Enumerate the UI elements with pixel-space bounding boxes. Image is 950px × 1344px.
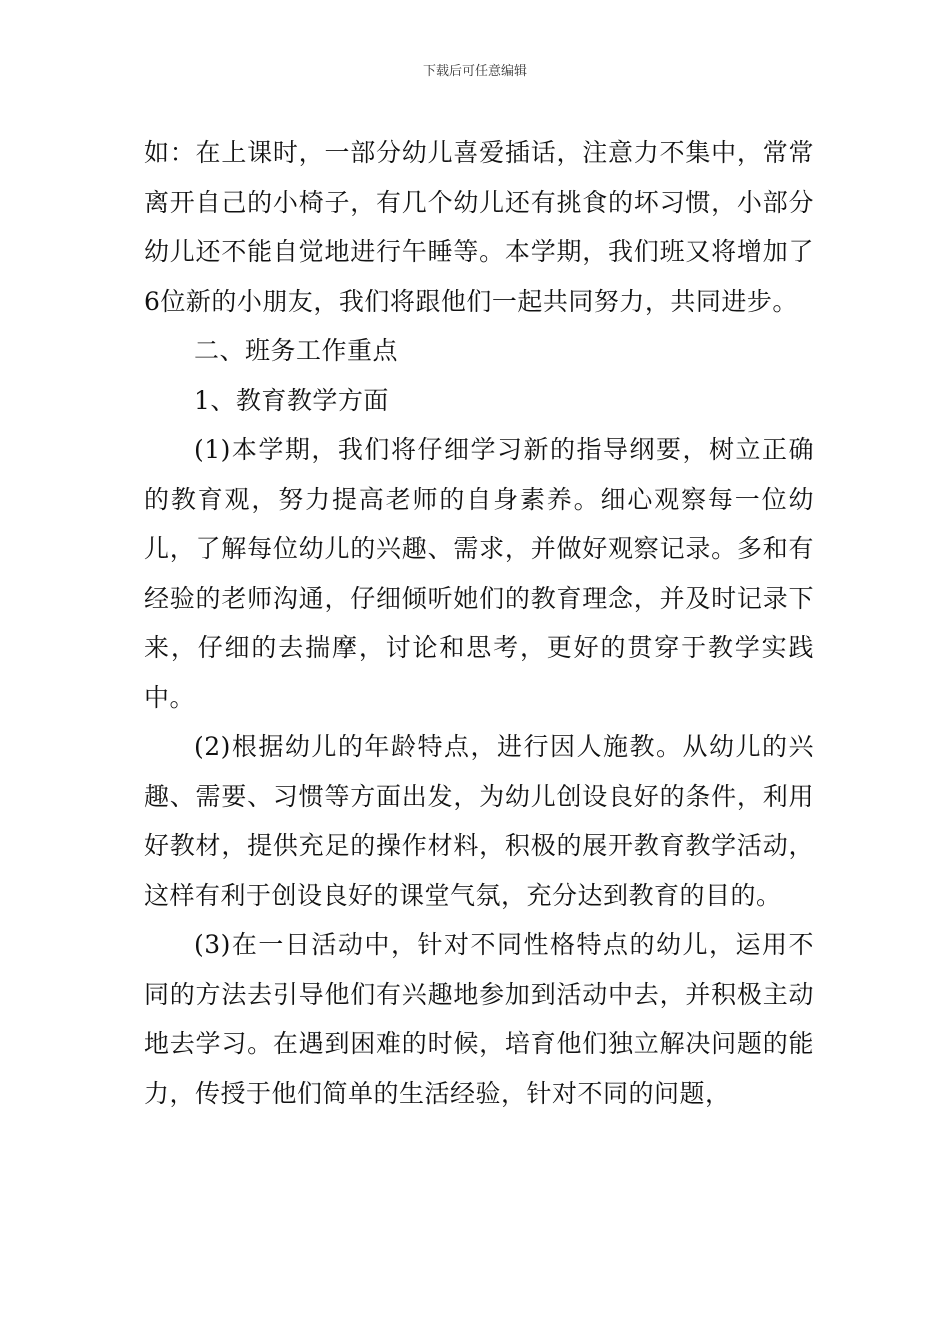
paragraph-continued: 如：在上课时，一部分幼儿喜爱插话，注意力不集中，常常离开自己的小椅子，有几个幼儿还有挑食的坏习惯，小部分幼儿还不能自觉地进行午睡等。本学期，我们班又将增加了6位新的小朋友，我们将跟他们一起共同努力，共同进步。 (144, 138, 814, 316)
paragraph-item-1: (1)本学期，我们将仔细学习新的指导纲要，树立正确的教育观，努力提高老师的自身素养。细心观察每一位幼儿，了解每位幼儿的兴趣、需求，并做好观察记录。多和有经验的老师沟通，仔细倾听她们的教育理念，并及时记录下来，仔细的去揣摩，讨论和思考，更好的贯穿于教学实践中。 (144, 435, 814, 712)
paragraph-item-3: (3)在一日活动中，针对不同性格特点的幼儿，运用不同的方法去引导他们有兴趣地参加到活动中去，并积极主动地去学习。在遇到困难的时候，培育他们独立解决问题的能力，传授于他们简单的生活经验，针对不同的问题， (144, 930, 814, 1108)
document-body (144, 128, 814, 1118)
section-heading-class-work: 二、班务工作重点 (194, 336, 399, 365)
paragraph-item-2: (2)根据幼儿的年龄特点，进行因人施教。从幼儿的兴趣、需要、习惯等方面出发，为幼儿创设良好的条件，利用好教材，提供充足的操作材料，积极的展开教育教学活动，这样有利于创设良好的课堂气氛，充分达到教育的目的。 (144, 732, 814, 910)
page-header: 下载后可任意编辑 (422, 64, 527, 79)
subsection-heading-education: 1、教育教学方面 (194, 385, 389, 415)
